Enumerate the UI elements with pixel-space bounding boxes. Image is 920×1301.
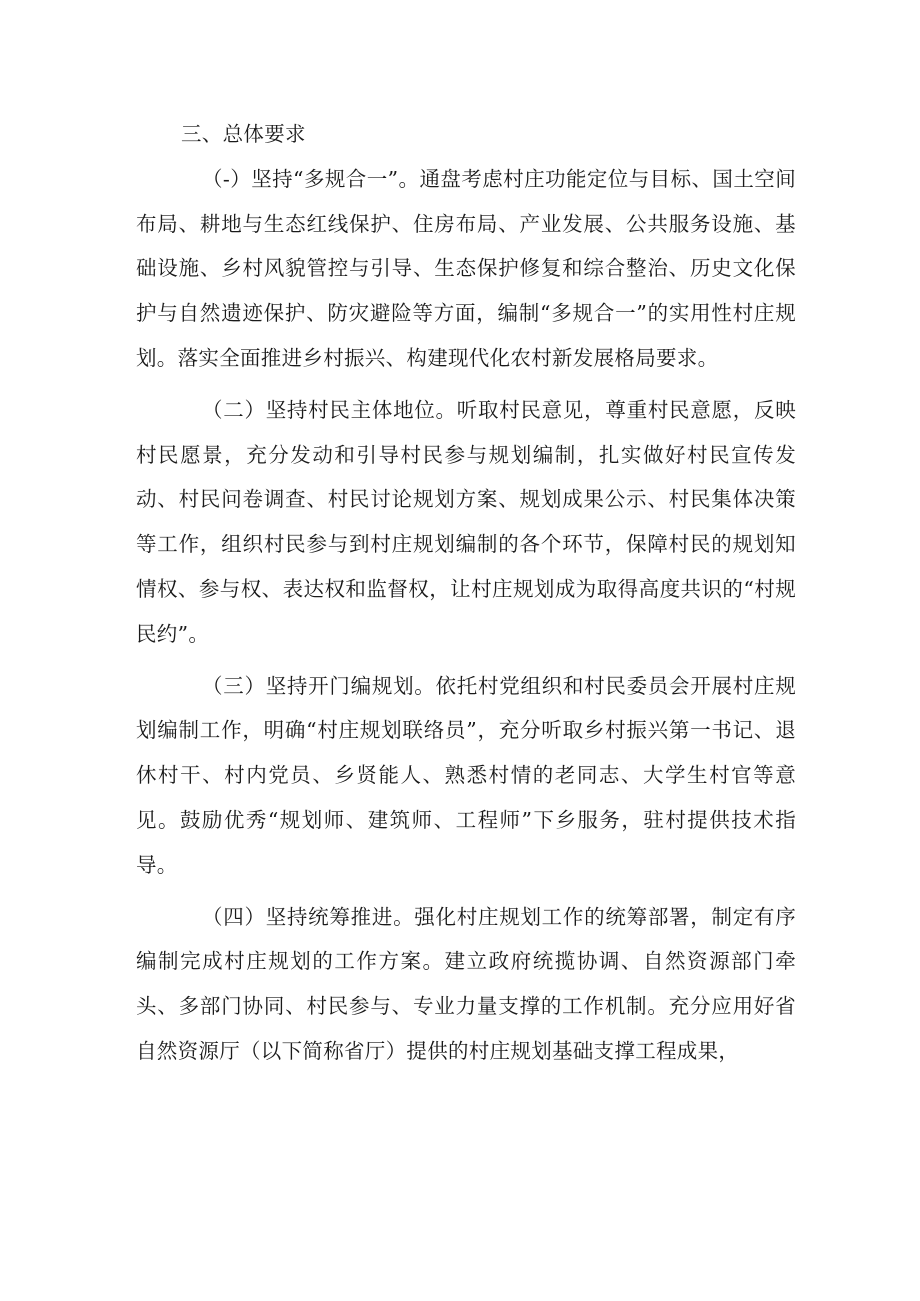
paragraph-open-planning: （三）坚持开门编规划。依托村党组织和村民委员会开展村庄规划编制工作，明确“村庄规划联络员”，充分听取乡村振兴第一书记、退休村干、村内党员、乡贤能人、熟悉村情的老同志、大学生村官等意见。鼓励优秀“规划师、建筑师、工程师”下乡服务，驻村提供技术指导。 bbox=[136, 673, 796, 877]
document-body bbox=[136, 112, 796, 1074]
paragraph-multi-plan-integration: （-）坚持“多规合一”。通盘考虑村庄功能定位与目标、国土空间布局、耕地与生态红线保护、住房布局、产业发展、公共服务设施、基础设施、乡村风貌管控与引导、生态保护修复和综合整治、历史文化保护与自然遗迹保护、防灾避险等方面，编制“多规合一”的实用性村庄规划。落实全面推进乡村振兴、构建现代化农村新发展格局要求。 bbox=[136, 166, 796, 370]
section-heading: 三、总体要求 bbox=[181, 122, 306, 146]
paragraph-coordinated-progress: （四）坚持统筹推进。强化村庄规划工作的统筹部署，制定有序编制完成村庄规划的工作方案。建立政府统揽协调、自然资源部门牵头、多部门协同、村民参与、专业力量支撑的工作机制。充分应用好省自然资源厅（以下简称省厅）提供的村庄规划基础支撑工程成果， bbox=[136, 904, 796, 1063]
paragraph-villager-subject: （二）坚持村民主体地位。听取村民意见，尊重村民意愿，反映村民愿景，充分发动和引导村民参与规划编制，扎实做好村民宣传发动、村民问卷调查、村民讨论规划方案、规划成果公示、村民集体决策等工作，组织村民参与到村庄规划编制的各个环节，保障村民的规划知情权、参与权、表达权和监督权，让村庄规划成为取得高度共识的“村规民约”。 bbox=[136, 397, 796, 646]
